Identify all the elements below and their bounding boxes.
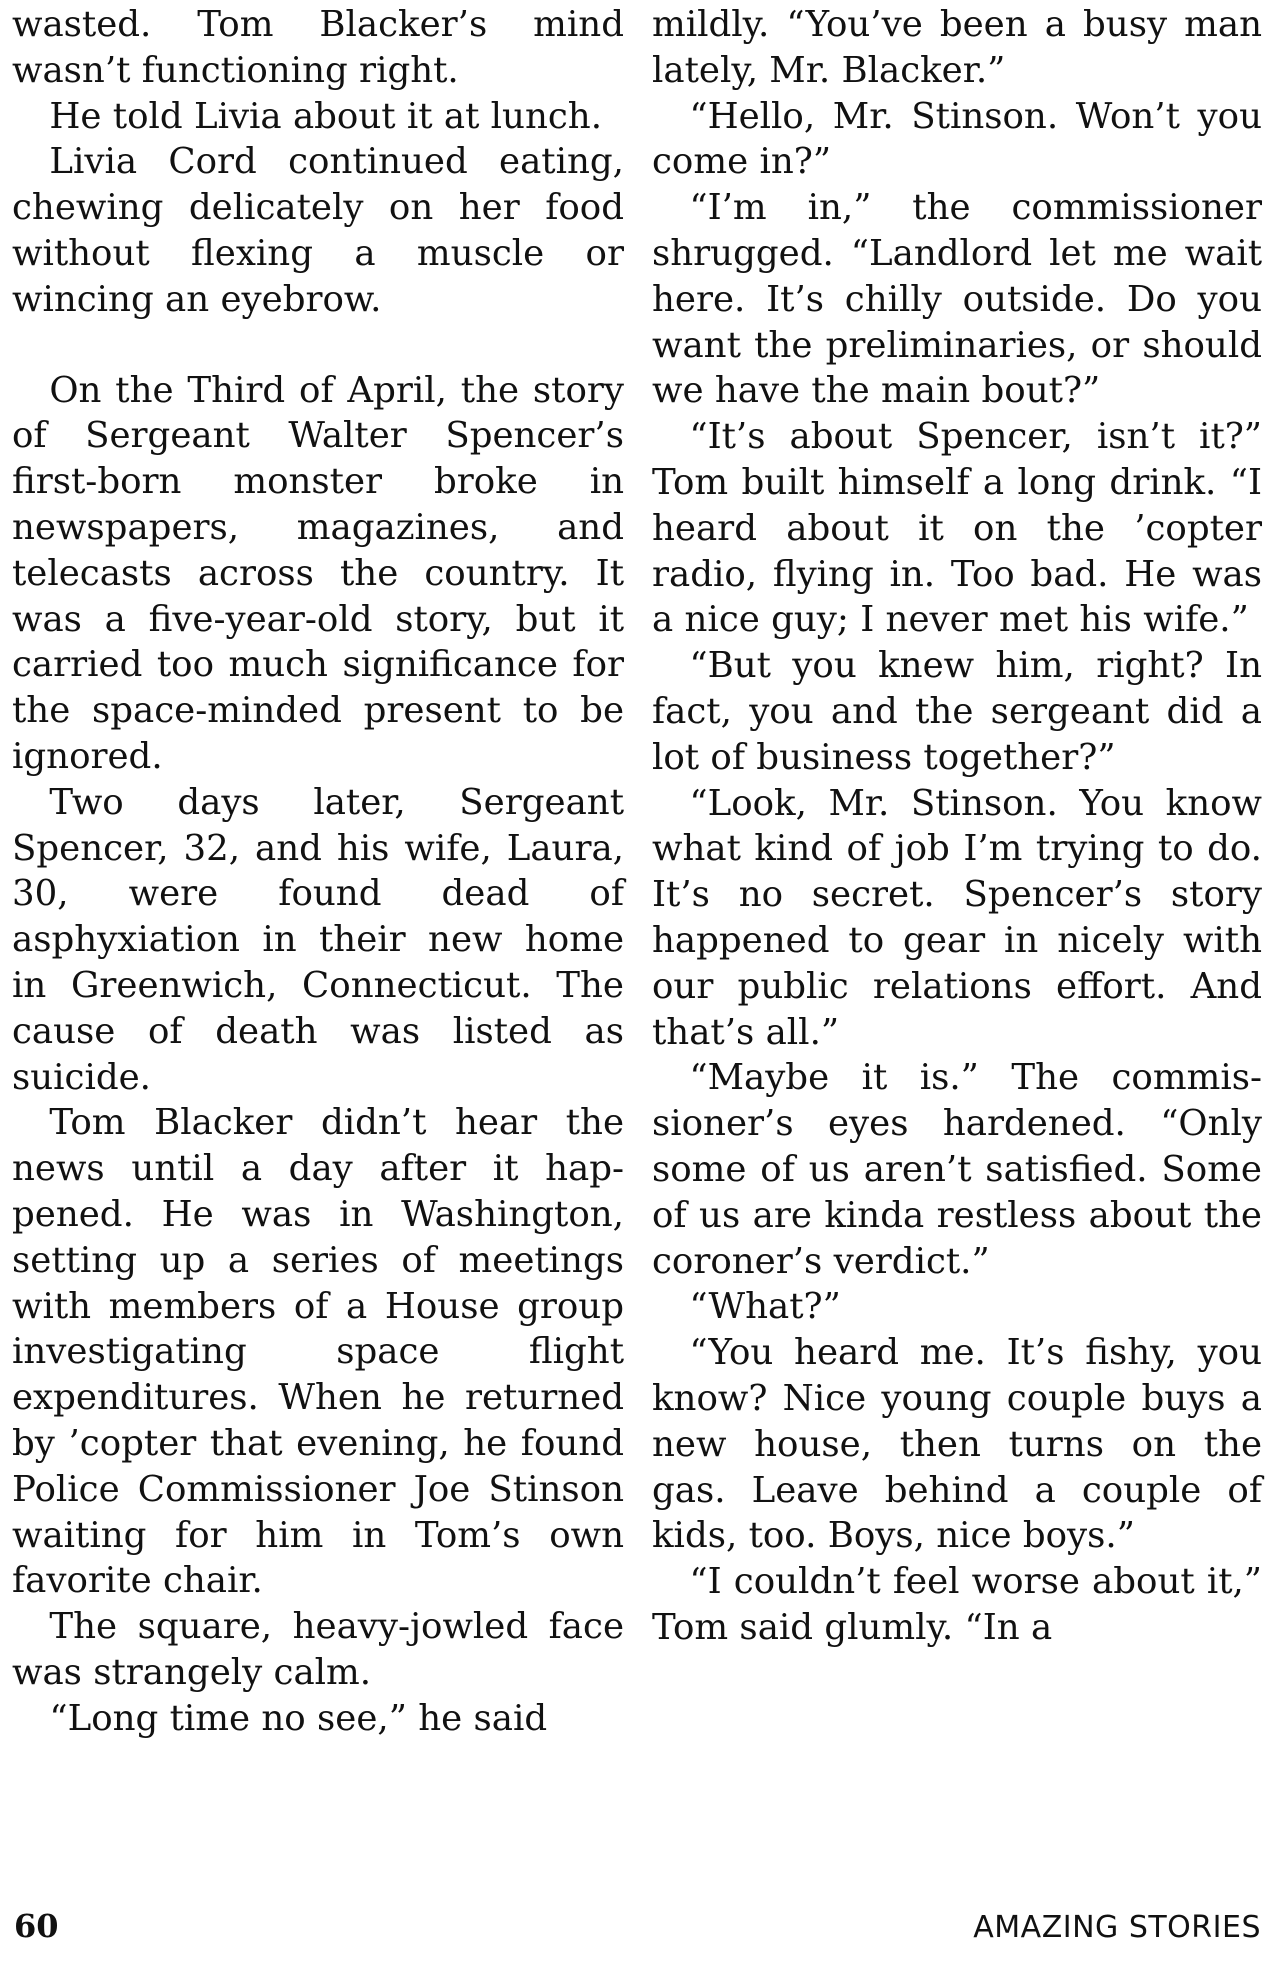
magazine-title: AMAZING STORIES <box>973 1910 1261 1945</box>
paragraph: “But you knew him, right? In fact, you and the sergeant did a lot of business together?” <box>652 645 1262 778</box>
left-text-column <box>12 2 624 1741</box>
paragraph: mildly. “You’ve been a busy man lately, Mr. Blacker.” <box>652 4 1262 91</box>
paragraph: Two days later, Sergeant Spencer, 32, and his wife, Laura, 30, were found dead of asphyxiation in their new home in Greenwich, Connecticut. The cause of death was listed as suicide. <box>12 781 624 1098</box>
paragraph: wasted. Tom Blacker’s mind wasn’t functioning right. <box>12 4 624 91</box>
paragraph: “Long time no see,” he said <box>49 1697 548 1739</box>
paragraph: He told Livia about it at lunch. <box>49 95 603 137</box>
paragraph: “Hello, Mr. Stinson. Won’t you come in?” <box>652 95 1262 183</box>
paragraph: “I’m in,” the commissioner shrugged. “Landlord let me wait here. It’s chilly outside. Do you want the preliminaries, or should we have the main bout?” <box>652 187 1262 412</box>
paragraph: On the Third of April, the story of Sergeant Walter Spencer’s first-born monster broke in newspapers, magazines, and telecasts across the country. It was a five-year-old story, but it carried too much significance for the space-minded present to be ignored. <box>12 369 624 777</box>
paragraph: The square, heavy-jowled face was strangely calm. <box>12 1606 624 1693</box>
paragraph: “Maybe it is.” The commissioner’s eyes hardened. “Only some of us aren’t satisfied. Some of us are kinda restless about the coroner’s verdict.” <box>652 1057 1262 1282</box>
paragraph: Livia Cord continued eating, chewing delicately on her food without flexing a muscle or wincing an eyebrow. <box>12 141 624 320</box>
page-number: 60 <box>14 1907 59 1945</box>
paragraph: “You heard me. It’s fishy, you know? Nice young couple buys a new house, then turns on the gas. Leave behind a couple of kids, too. Boys, nice boys.” <box>652 1332 1262 1557</box>
paragraph: “I couldn’t feel worse about it,” Tom said glumly. “In a <box>652 1561 1262 1648</box>
right-text-column <box>652 2 1262 1651</box>
paragraph: Tom Blacker didn’t hear the news until a day after it happened. He was in Washington, setting up a series of meetings with members of a House group investigating space flight expenditures. When he returned by ’copter that evening, he found Police Commissioner Joe Stinson waiting for him in Tom’s own favorite chair. <box>12 1102 624 1602</box>
paragraph: “It’s about Spencer, isn’t it?” Tom built himself a long drink. “I heard about it on the ’copter radio, flying in. Too bad. He was a nice guy; I never met his wife.” <box>652 416 1262 641</box>
paragraph: “Look, Mr. Stinson. You know what kind of job I’m trying to do. It’s no secret. Spencer’s story happened to gear in nicely with our public relations effort. And that’s all.” <box>652 782 1262 1053</box>
paragraph: “What?” <box>689 1286 841 1328</box>
